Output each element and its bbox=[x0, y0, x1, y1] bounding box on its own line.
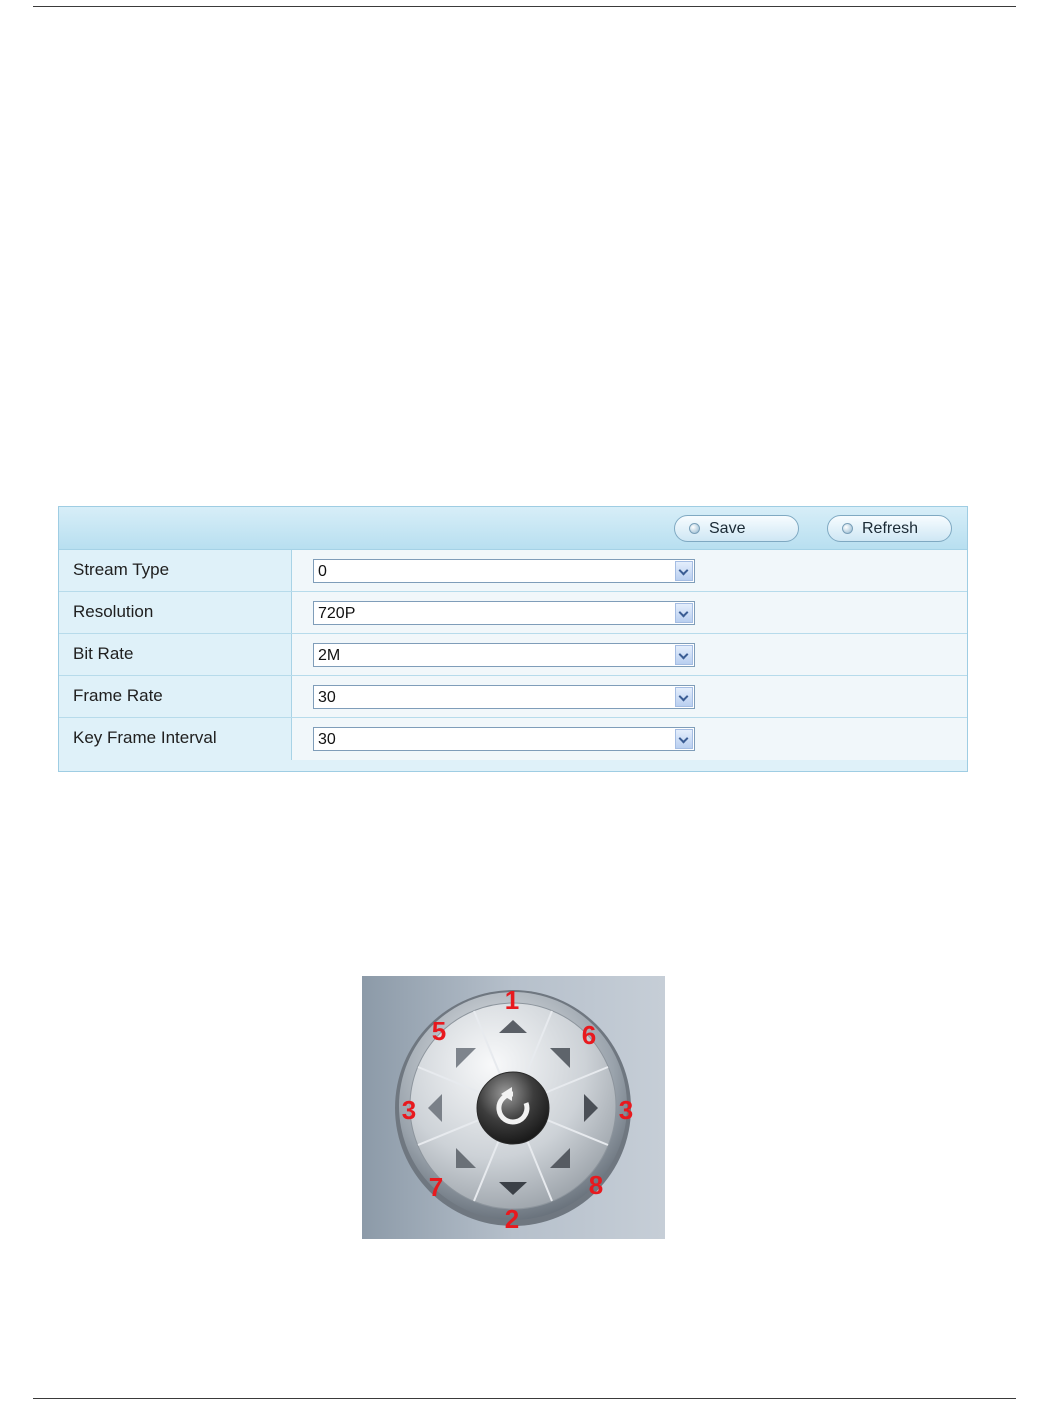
bit-rate-select[interactable] bbox=[313, 643, 695, 667]
settings-row-resolution bbox=[59, 592, 967, 634]
ptz-label-down: 2 bbox=[504, 1204, 520, 1234]
resolution-label: Resolution bbox=[73, 602, 154, 621]
row-label-cell bbox=[59, 592, 292, 633]
ptz-label-up-left: 5 bbox=[431, 1016, 447, 1046]
panel-toolbar bbox=[59, 507, 967, 550]
settings-row-bit-rate bbox=[59, 634, 967, 676]
bit-rate-value: 2M bbox=[318, 647, 341, 664]
frame-rate-label: Frame Rate bbox=[73, 686, 163, 705]
row-label-cell bbox=[59, 676, 292, 717]
row-label-cell bbox=[59, 718, 292, 760]
ptz-label-up-right: 6 bbox=[581, 1020, 597, 1050]
ptz-label-down-left: 7 bbox=[428, 1172, 444, 1202]
settings-row-key-frame-interval bbox=[59, 718, 967, 760]
save-button-label: Save bbox=[709, 520, 746, 537]
settings-table bbox=[59, 550, 967, 760]
ptz-label-down-right: 8 bbox=[588, 1170, 604, 1200]
row-value-cell bbox=[292, 592, 967, 633]
settings-row-stream-type bbox=[59, 550, 967, 592]
button-indicator-icon bbox=[842, 523, 853, 534]
row-value-cell bbox=[292, 550, 967, 591]
chevron-down-icon[interactable] bbox=[675, 603, 693, 623]
key-frame-interval-label: Key Frame Interval bbox=[73, 728, 217, 747]
stream-type-label: Stream Type bbox=[73, 560, 170, 579]
row-value-cell bbox=[292, 634, 967, 675]
settings-row-frame-rate bbox=[59, 676, 967, 718]
refresh-button[interactable] bbox=[827, 515, 952, 542]
frame-rate-select[interactable] bbox=[313, 685, 695, 709]
save-button[interactable] bbox=[674, 515, 799, 542]
chevron-down-icon[interactable] bbox=[675, 687, 693, 707]
button-indicator-icon bbox=[689, 523, 700, 534]
chevron-down-icon[interactable] bbox=[675, 561, 693, 581]
row-label-cell bbox=[59, 550, 292, 591]
row-value-cell bbox=[292, 676, 967, 717]
chevron-down-icon[interactable] bbox=[675, 645, 693, 665]
bit-rate-label: Bit Rate bbox=[73, 644, 134, 663]
row-value-cell bbox=[292, 718, 967, 760]
ptz-label-left: 3 bbox=[401, 1095, 417, 1125]
video-settings-panel bbox=[58, 506, 968, 772]
center-reset-button[interactable] bbox=[477, 1072, 549, 1144]
refresh-button-label: Refresh bbox=[862, 520, 919, 537]
ptz-control-pad bbox=[362, 976, 665, 1239]
chevron-down-icon[interactable] bbox=[675, 729, 693, 749]
row-label-cell bbox=[59, 634, 292, 675]
resolution-value: 720P bbox=[318, 605, 356, 622]
header-rule bbox=[33, 6, 1016, 7]
key-frame-interval-select[interactable] bbox=[313, 727, 695, 751]
stream-type-select[interactable] bbox=[313, 559, 695, 583]
resolution-select[interactable] bbox=[313, 601, 695, 625]
footer-rule bbox=[33, 1398, 1016, 1399]
ptz-label-up: 1 bbox=[504, 985, 520, 1015]
frame-rate-value: 30 bbox=[318, 689, 336, 706]
ptz-label-right: 3 bbox=[618, 1095, 634, 1125]
key-frame-interval-value: 30 bbox=[318, 731, 336, 748]
stream-type-value: 0 bbox=[318, 563, 327, 580]
